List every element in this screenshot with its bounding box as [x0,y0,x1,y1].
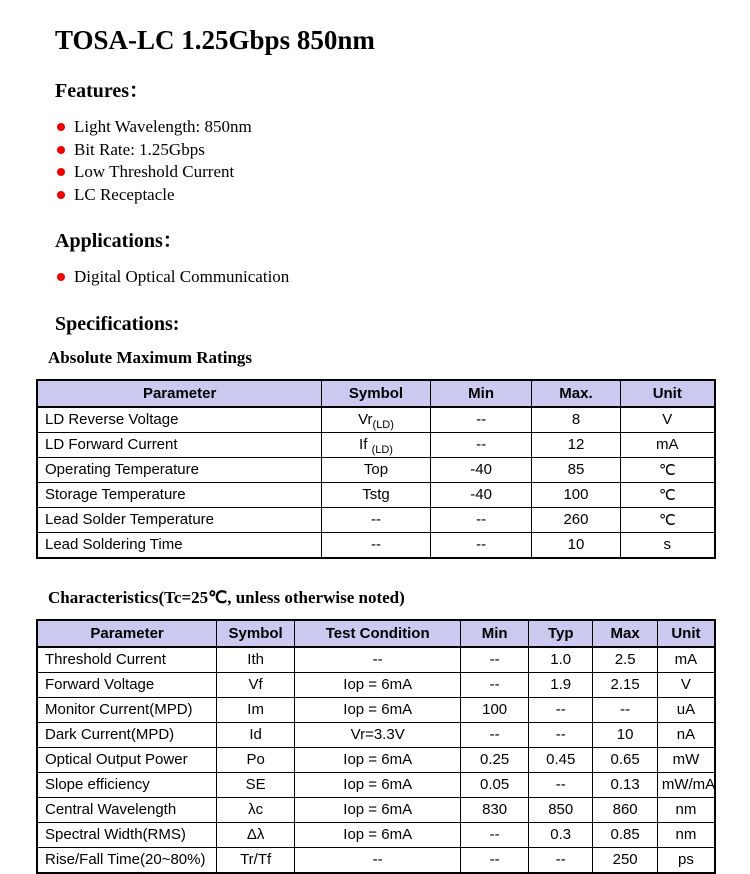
bullet-icon [57,146,65,154]
table-row [37,747,715,772]
table-cell: LD Reverse Voltage [37,407,322,433]
table-cell: -- [295,847,461,873]
table-cell: mW/mA [657,772,715,797]
list-item [57,184,750,207]
table-cell: V [657,672,715,697]
column-header: Parameter [37,620,217,647]
table-cell: Dark Current(MPD) [37,722,217,747]
features-heading: Features： [55,80,150,102]
list-item [57,266,750,289]
table-row [37,532,715,558]
table-cell: mA [620,432,715,457]
column-header: Min [430,380,532,407]
table-cell: Tstg [322,482,430,507]
list-item [57,116,750,139]
table-cell: nA [657,722,715,747]
table-cell: ps [657,847,715,873]
table-row [37,797,715,822]
datasheet-page [0,24,750,868]
table-cell: -- [322,507,430,532]
table-row [37,482,715,507]
table-cell: nm [657,822,715,847]
column-header: Max [593,620,657,647]
column-header: Min [461,620,529,647]
table-row [37,697,715,722]
table-cell: 2.15 [593,672,657,697]
table-row [37,672,715,697]
table-cell: -- [529,697,593,722]
table-cell: Operating Temperature [37,457,322,482]
column-header: Parameter [37,380,322,407]
column-header: Max. [532,380,620,407]
table-cell: If $_{(LD)}$ [322,432,430,457]
table-row [37,847,715,873]
table-row [37,772,715,797]
table-cell: -- [461,822,529,847]
table-cell: 10 [532,532,620,558]
page-title: TOSA-LC 1.25Gbps 850nm [55,25,375,55]
table-cell: Central Wavelength [37,797,217,822]
table-cell: uA [657,697,715,722]
table-cell: -- [461,672,529,697]
table-cell: -40 [430,482,532,507]
table-cell: -- [593,697,657,722]
table-row [37,822,715,847]
table-cell: Iop = 6mA [295,797,461,822]
table-cell: 100 [532,482,620,507]
table-cell: Δλ [217,822,295,847]
application-label: Digital Optical Communication [74,267,290,286]
table-cell: Iop = 6mA [295,747,461,772]
table-cell: 8 [532,407,620,433]
table-cell: Tr/Tf [217,847,295,873]
table-row [37,507,715,532]
bullet-icon [57,191,65,199]
table-cell: V [620,407,715,433]
column-header: Typ [529,620,593,647]
table-cell: 0.85 [593,822,657,847]
applications-heading: Applications： [55,230,183,252]
table-cell: 2.5 [593,647,657,673]
table-cell: -- [430,432,532,457]
bullet-icon [57,168,65,176]
table-cell: Spectral Width(RMS) [37,822,217,847]
table-cell: 10 [593,722,657,747]
table-cell: -- [461,722,529,747]
table-cell: Po [217,747,295,772]
bullet-icon [57,123,65,131]
table-cell: λc [217,797,295,822]
table-cell: 0.13 [593,772,657,797]
table-row [37,432,715,457]
feature-label: LC Receptacle [74,184,175,204]
table-cell: -40 [430,457,532,482]
table-cell: 0.05 [461,772,529,797]
table-cell: 0.25 [461,747,529,772]
table-cell: $Vr_{(LD)}$ [322,407,430,433]
table-cell: Iop = 6mA [295,672,461,697]
table-cell: 1.9 [529,672,593,697]
characteristics-table [36,619,716,874]
list-item [57,161,750,184]
column-header: Unit [620,380,715,407]
table-cell: -- [430,532,532,558]
table-cell: Lead Solder Temperature [37,507,322,532]
table-cell: Iop = 6mA [295,697,461,722]
applications-list [57,266,750,289]
table-cell: Optical Output Power [37,747,217,772]
column-header: Test Condition [295,620,461,647]
table-cell: 250 [593,847,657,873]
feature-label: Low Threshold Current [74,162,235,181]
table-cell: 1.0 [529,647,593,673]
table-cell: mA [657,647,715,673]
table-cell: Im [217,697,295,722]
feature-label: Light Wavelength: 850nm [74,117,252,136]
table-cell: 830 [461,797,529,822]
table-cell: Monitor Current(MPD) [37,697,217,722]
table-row [37,647,715,673]
table-cell: Slope efficiency [37,772,217,797]
table-cell: -- [430,507,532,532]
table-cell: -- [322,532,430,558]
table-cell: s [620,532,715,558]
table-cell: 85 [532,457,620,482]
table-cell: -- [295,647,461,673]
column-header: Symbol [217,620,295,647]
table-row [37,407,715,433]
table-cell: ℃ [620,482,715,507]
table-cell: -- [430,407,532,433]
table-cell: Storage Temperature [37,482,322,507]
table-row [37,722,715,747]
bullet-icon [57,273,65,281]
table-cell: Top [322,457,430,482]
table-cell: Vr=3.3V [295,722,461,747]
column-header: Unit [657,620,715,647]
specifications-heading: Specifications: [55,312,180,335]
absolute-maximum-ratings-table [36,379,716,559]
table-cell: -- [529,847,593,873]
table-cell: 860 [593,797,657,822]
table-cell: 260 [532,507,620,532]
table-cell: Ith [217,647,295,673]
table-cell: LD Forward Current [37,432,322,457]
table-cell: Threshold Current [37,647,217,673]
header-row [37,380,715,407]
table-cell: ℃ [620,507,715,532]
table-cell: Rise/Fall Time(20~80%) [37,847,217,873]
table-cell: -- [461,847,529,873]
table-cell: Forward Voltage [37,672,217,697]
table-row [37,457,715,482]
table-cell: nm [657,797,715,822]
table-cell: 0.45 [529,747,593,772]
table-cell: Vf [217,672,295,697]
table-cell: -- [461,647,529,673]
table-cell: Iop = 6mA [295,822,461,847]
table-cell: 0.3 [529,822,593,847]
column-header: Symbol [322,380,430,407]
table-cell: Lead Soldering Time [37,532,322,558]
table-cell: 100 [461,697,529,722]
characteristics-caption: Characteristics(Tc=25℃, unless otherwise noted) [48,587,405,607]
table-cell: SE [217,772,295,797]
table-cell: ℃ [620,457,715,482]
abs-max-ratings-caption: Absolute Maximum Ratings [48,347,253,367]
table-cell: Id [217,722,295,747]
table-cell: 850 [529,797,593,822]
table-cell: mW [657,747,715,772]
header-row [37,620,715,647]
table-cell: -- [529,772,593,797]
table-cell: 12 [532,432,620,457]
list-item [57,139,750,162]
features-list [57,116,750,206]
table-cell: -- [529,722,593,747]
feature-label: Bit Rate: 1.25Gbps [74,139,205,159]
table-cell: 0.65 [593,747,657,772]
table-cell: Iop = 6mA [295,772,461,797]
